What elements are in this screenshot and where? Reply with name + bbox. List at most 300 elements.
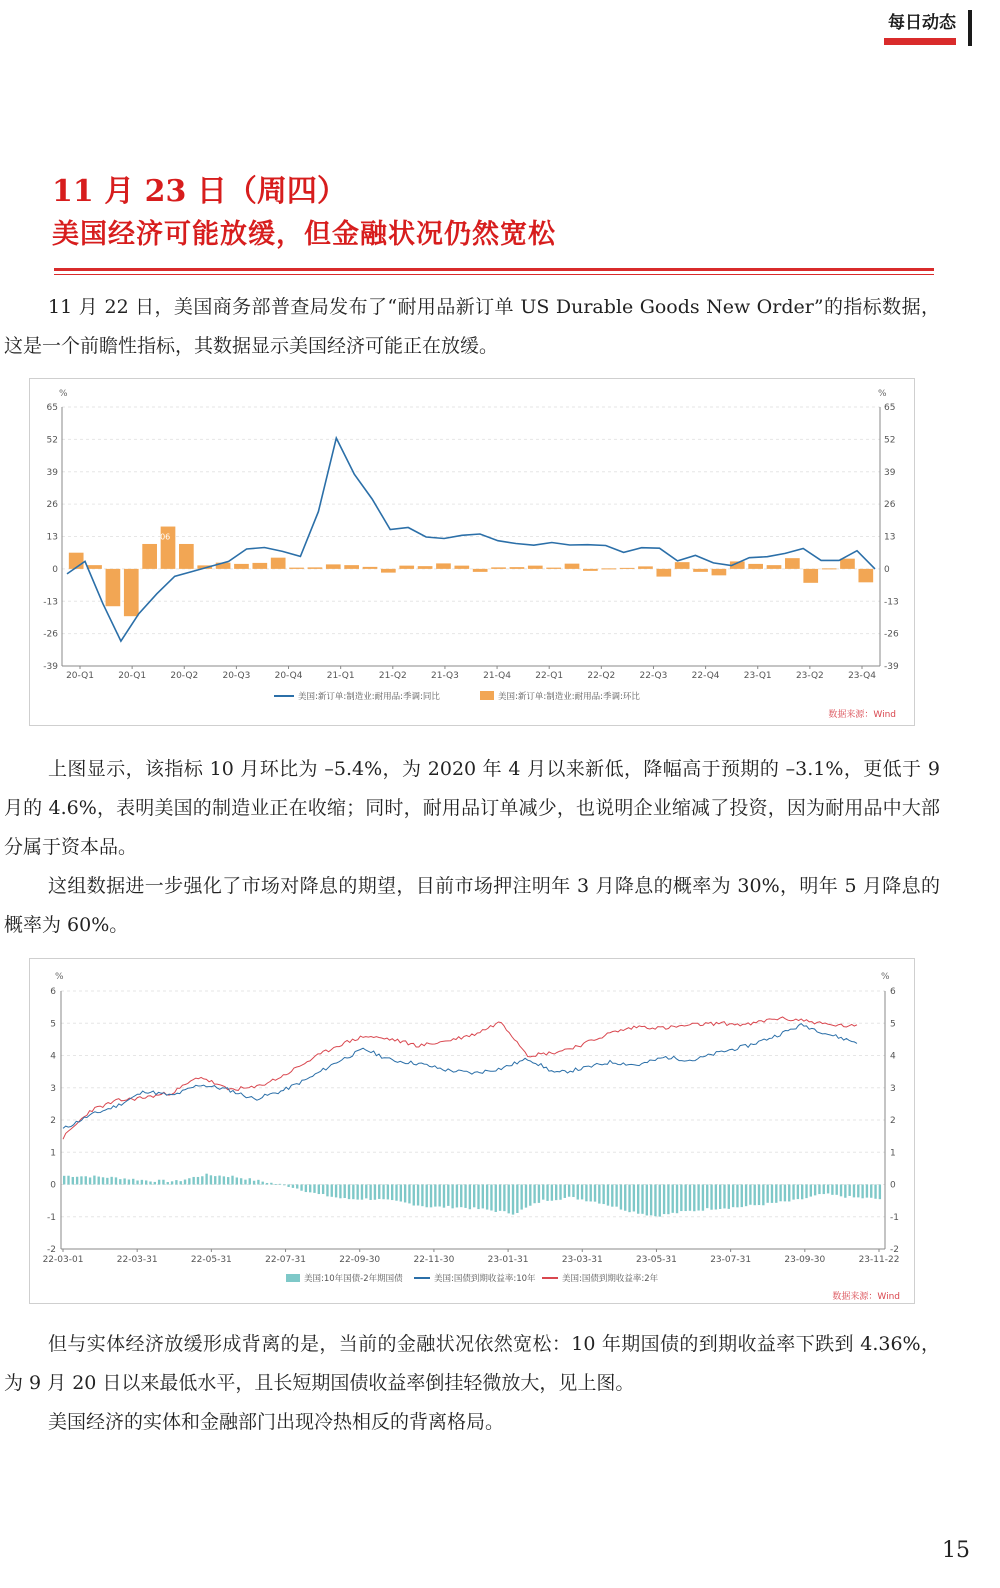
bar-mom (510, 567, 525, 569)
bar-spread (689, 1185, 691, 1211)
y-tick-label-left: 3 (50, 1083, 56, 1094)
bar-spread (879, 1185, 881, 1200)
bar-spread (201, 1176, 203, 1184)
series-line-10y (63, 1024, 857, 1129)
x-tick-label: 22-07-31 (265, 1255, 306, 1265)
bar-spread (141, 1180, 143, 1185)
bar-mom (344, 565, 359, 569)
x-tick-label: 21-Q2 (378, 671, 407, 681)
bar-mom (436, 563, 451, 568)
x-tick-label: 22-03-01 (42, 1255, 84, 1265)
y-tick-label-right: 4 (890, 1051, 896, 1062)
bar-spread (210, 1175, 212, 1184)
bar-spread (577, 1185, 579, 1200)
bar-spread (192, 1177, 194, 1185)
bar-mom (693, 569, 708, 572)
bar-spread (866, 1185, 868, 1198)
bar-spread (607, 1185, 609, 1206)
paragraph-1: 11 月 22 日，美国商务部普查局发布了“耐用品新订单 US Durable Goods New Order”的指标数据，这是一个前瞻性指标，其数据显示美国经济可能正在放缓。 (4, 296, 940, 357)
x-tick-label: 23-11-22 (858, 1255, 900, 1265)
bar-spread (309, 1185, 311, 1193)
y-tick-label-left: 13 (46, 532, 58, 543)
bar-mom (289, 568, 304, 569)
bar-spread (706, 1185, 708, 1209)
bar-spread (542, 1185, 544, 1200)
bar-spread (63, 1176, 65, 1185)
bar-spread (145, 1180, 147, 1184)
x-tick-label: 20-Q1 (66, 671, 94, 681)
bar-spread (546, 1185, 548, 1201)
bar-spread (348, 1185, 350, 1200)
bar-spread (749, 1185, 751, 1205)
chart-durable-goods (29, 378, 915, 726)
bar-spread (810, 1185, 812, 1197)
bar-spread (378, 1185, 380, 1199)
bar-spread (218, 1176, 220, 1185)
bar-spread (361, 1185, 363, 1200)
bar-spread (443, 1185, 445, 1208)
bar-spread (154, 1182, 156, 1185)
bar-spread (447, 1185, 449, 1206)
bar-mom (87, 565, 102, 569)
bar-spread (482, 1185, 484, 1209)
bar-mom (620, 568, 635, 569)
bar-spread (779, 1185, 781, 1202)
x-tick-label: 22-Q4 (691, 671, 720, 681)
bar-spread (451, 1185, 453, 1209)
bar-spread (331, 1185, 333, 1197)
y-tick-label-left: 4 (50, 1051, 56, 1062)
bar-spread (672, 1185, 674, 1213)
bar-spread (758, 1185, 760, 1206)
y-tick-label-left: 0 (50, 1180, 56, 1191)
legend-label-mom: 美国:新订单:制造业:耐用品:季调:环比 (498, 692, 640, 702)
bar-spread (249, 1178, 251, 1184)
bar-spread (434, 1185, 436, 1207)
y-tick-label-left: -2 (47, 1245, 56, 1255)
bar-spread (274, 1184, 276, 1185)
bar-spread (408, 1185, 410, 1204)
bar-spread (555, 1185, 557, 1201)
bar-spread (667, 1185, 669, 1215)
bar-mom (675, 562, 690, 569)
bar-spread (305, 1185, 307, 1193)
bar-mom (491, 567, 506, 568)
bar-spread (840, 1185, 842, 1197)
bar-mom (124, 569, 139, 616)
y-tick-label-left: 0 (52, 564, 58, 575)
bar-spread (300, 1185, 302, 1191)
bar-mom (748, 564, 763, 569)
y-tick-label-right: 6 (890, 987, 896, 997)
bar-spread (365, 1185, 367, 1199)
x-tick-label: 20-Q2 (170, 671, 199, 681)
x-tick-label: 21-Q1 (326, 671, 355, 681)
legend-swatch-spread (286, 1274, 300, 1282)
x-tick-label: 22-09-30 (339, 1255, 381, 1265)
bar-spread (279, 1184, 281, 1185)
bar-mom (326, 564, 341, 568)
legend-label-10y: 美国:国债到期收益率:10年 (434, 1274, 536, 1284)
bar-spread (637, 1185, 639, 1214)
article-date: 11 月 23 日（周四） (52, 174, 347, 209)
bar-spread (801, 1185, 803, 1200)
page-number: 15 (942, 1538, 970, 1563)
legend-label-spread: 美国:10年国债-2年期国债 (304, 1274, 403, 1284)
bar-spread (171, 1181, 173, 1184)
x-tick-label: 20-Q3 (222, 671, 251, 681)
bar-mom (840, 559, 855, 569)
bar-spread (654, 1185, 656, 1217)
bar-mom (473, 569, 488, 572)
bar-spread (296, 1185, 298, 1189)
bar-spread (620, 1185, 622, 1210)
bar-spread (831, 1185, 833, 1195)
bar-spread (805, 1185, 807, 1199)
bar-spread (132, 1179, 134, 1185)
bar-spread (827, 1185, 829, 1194)
bar-spread (762, 1185, 764, 1206)
bar-mom (822, 568, 837, 569)
bar-spread (702, 1185, 704, 1211)
title-rule-thick (54, 268, 934, 271)
bar-spread (598, 1185, 600, 1204)
chart-source: 数据来源：Wind (828, 710, 896, 720)
y-tick-label-right: -13 (884, 597, 899, 608)
y-tick-label-left: -26 (43, 629, 58, 640)
y-tick-label-right: -1 (890, 1212, 899, 1223)
legend-label-2y: 美国:国债到期收益率:2年 (562, 1274, 659, 1284)
bar-spread (680, 1185, 682, 1212)
bar-spread (533, 1185, 535, 1204)
bar-spread (844, 1185, 846, 1198)
bar-spread (771, 1185, 773, 1203)
x-tick-label: 22-11-30 (413, 1255, 455, 1265)
bar-mom (399, 566, 414, 569)
bar-spread (624, 1185, 626, 1211)
paragraph-5: 美国经济的实体和金融部门出现冷热相反的背离格局。 (48, 1411, 505, 1433)
bar-spread (227, 1177, 229, 1184)
bar-spread (792, 1185, 794, 1200)
bar-mom (106, 569, 121, 606)
series-line-yoy (67, 438, 875, 641)
bar-spread (512, 1185, 514, 1215)
bar-mom (858, 569, 873, 582)
bar-mom (234, 564, 249, 569)
bar-spread (495, 1185, 497, 1212)
bar-spread (266, 1183, 268, 1185)
bar-mom (381, 569, 396, 573)
y-tick-label-right: 1 (890, 1148, 896, 1159)
bar-spread (853, 1185, 855, 1198)
bar-spread (723, 1185, 725, 1209)
bar-spread (684, 1185, 686, 1212)
bar-mom (638, 566, 653, 568)
bar-spread (499, 1185, 501, 1211)
paragraph-3: 这组数据进一步强化了市场对降息的期望，目前市场押注明年 3 月降息的概率为 30%，明年 5 月降息的概率为 60%。 (4, 875, 940, 936)
x-tick-label: 23-03-31 (561, 1255, 603, 1265)
bar-spread (339, 1185, 341, 1199)
bar-spread (732, 1185, 734, 1208)
bar-spread (430, 1185, 432, 1208)
chart-source: 数据来源：Wind (832, 1292, 900, 1302)
x-tick-label: 23-09-30 (784, 1255, 826, 1265)
bar-mom (271, 558, 286, 569)
bar-spread (766, 1185, 768, 1203)
y-unit-right: % (878, 389, 887, 399)
bar-spread (313, 1185, 315, 1193)
y-unit-right: % (881, 972, 890, 982)
bar-spread (710, 1185, 712, 1210)
bar-spread (697, 1185, 699, 1211)
bar-spread (745, 1185, 747, 1207)
bar-mom (546, 568, 561, 569)
bar-spread (715, 1185, 717, 1210)
bar-spread (870, 1185, 872, 1198)
x-tick-label: 23-05-31 (636, 1255, 677, 1265)
x-tick-label: 23-Q2 (795, 671, 824, 681)
bar-spread (525, 1185, 527, 1208)
bar-spread (89, 1177, 91, 1184)
x-tick-label: 21-Q3 (431, 671, 459, 681)
bar-spread (797, 1185, 799, 1200)
bar-spread (503, 1185, 505, 1212)
y-tick-label-left: 65 (46, 403, 58, 413)
x-tick-label: 20-Q4 (274, 671, 303, 681)
bar-spread (136, 1181, 138, 1185)
bar-mom (363, 567, 378, 569)
x-tick-label: 23-07-31 (710, 1255, 752, 1265)
bar-spread (775, 1185, 777, 1203)
bar-spread (861, 1185, 863, 1199)
bar-spread (564, 1185, 566, 1198)
bar-spread (326, 1185, 328, 1197)
bar-spread (110, 1177, 112, 1185)
bar-spread (741, 1185, 743, 1208)
bar-spread (823, 1185, 825, 1195)
bar-spread (322, 1185, 324, 1194)
bar-spread (460, 1185, 462, 1208)
y-tick-label-right: 39 (884, 467, 896, 478)
y-tick-label-right: 52 (884, 435, 896, 446)
bar-spread (404, 1185, 406, 1203)
title-rule-thin (54, 274, 934, 275)
bar-spread (585, 1185, 587, 1202)
bar-mom (656, 569, 671, 577)
chart-treasury-yields-svg (30, 959, 914, 1303)
bar-mom (601, 568, 616, 569)
series-line-2y (63, 1017, 857, 1139)
y-unit-left: % (55, 972, 64, 982)
x-tick-label: 20-Q1 (118, 671, 147, 681)
bar-spread (175, 1180, 177, 1184)
bar-spread (676, 1185, 678, 1214)
bar-spread (205, 1174, 207, 1185)
bar-spread (693, 1185, 695, 1212)
y-tick-label-left: -39 (43, 662, 58, 672)
bar-mom (785, 558, 800, 569)
x-tick-label: 22-Q2 (587, 671, 616, 681)
bar-spread (874, 1185, 876, 1199)
bar-spread (736, 1185, 738, 1208)
bar-spread (335, 1185, 337, 1198)
bar-spread (551, 1185, 553, 1201)
x-tick-label: 22-Q1 (535, 671, 564, 681)
bar-spread (76, 1177, 78, 1185)
bar-spread (180, 1181, 182, 1184)
bar-spread (663, 1185, 665, 1215)
bar-spread (572, 1185, 574, 1198)
bar-spread (262, 1182, 264, 1185)
y-tick-label-left: 1 (50, 1148, 56, 1159)
bar-spread (162, 1180, 164, 1185)
bar-spread (456, 1185, 458, 1208)
article-headline: 美国经济可能放缓，但金融状况仍然宽松 (52, 219, 556, 250)
bar-spread (641, 1185, 643, 1214)
bar-spread (391, 1185, 393, 1201)
bar-spread (231, 1176, 233, 1185)
bar-spread (283, 1185, 285, 1186)
y-tick-label-right: 0 (884, 564, 890, 575)
bar-spread (244, 1180, 246, 1185)
y-tick-label-right: 3 (890, 1083, 896, 1094)
chart-durable-goods-svg (30, 379, 914, 725)
legend-label-yoy: 美国:新订单:制造业:耐用品:季调:同比 (298, 692, 440, 702)
bar-mom (454, 566, 469, 569)
bar-spread (814, 1185, 816, 1196)
bar-spread (93, 1176, 95, 1185)
bar-spread (438, 1185, 440, 1207)
bar-spread (253, 1181, 255, 1185)
y-tick-label-right: -2 (890, 1245, 899, 1255)
y-tick-label-right: 5 (890, 1019, 896, 1030)
y-tick-label-left: 52 (46, 435, 58, 446)
bar-mom (803, 569, 818, 583)
bar-spread (149, 1182, 151, 1185)
bar-spread (520, 1185, 522, 1210)
bar-mom (142, 544, 157, 569)
bar-mom (712, 569, 727, 575)
bar-spread (754, 1185, 756, 1206)
bar-spread (197, 1177, 199, 1185)
y-tick-label-left: 2 (50, 1116, 56, 1126)
y-tick-label-left: 26 (46, 500, 58, 511)
x-tick-label: 22-05-31 (190, 1255, 232, 1265)
y-tick-label-left: 39 (46, 467, 58, 478)
header-red-bar (884, 38, 956, 45)
bar-spread (223, 1176, 225, 1184)
bar-spread (352, 1185, 354, 1200)
bar-spread (659, 1185, 661, 1217)
y-tick-label-right: -39 (884, 662, 899, 672)
bar-spread (581, 1185, 583, 1200)
bar-spread (184, 1180, 186, 1185)
bar-spread (98, 1177, 100, 1185)
y-tick-label-right: 65 (884, 403, 896, 413)
bar-spread (848, 1185, 850, 1196)
y-tick-label-left: 6 (50, 987, 56, 997)
bar-spread (594, 1185, 596, 1202)
bar-spread (387, 1185, 389, 1200)
bar-spread (119, 1179, 121, 1184)
bar-spread (292, 1185, 294, 1188)
x-tick-label: 23-Q1 (743, 671, 772, 681)
bar-spread (115, 1177, 117, 1184)
header-divider (968, 10, 972, 46)
bar-spread (426, 1185, 428, 1208)
bar-spread (344, 1185, 346, 1199)
bar-spread (464, 1185, 466, 1208)
bar-mom (69, 553, 84, 569)
y-tick-label-left: -13 (43, 597, 58, 608)
bar-spread (123, 1178, 125, 1184)
y-tick-label-left: 5 (50, 1019, 56, 1030)
bar-spread (490, 1185, 492, 1211)
bar-spread (400, 1185, 402, 1202)
bar-mom (565, 564, 580, 569)
bar-spread (784, 1185, 786, 1202)
y-tick-label-right: 0 (890, 1180, 896, 1191)
bar-mom (767, 565, 782, 569)
y-tick-label-right: 13 (884, 532, 896, 543)
bar-data-label: 13.06 (147, 532, 171, 542)
bar-spread (486, 1185, 488, 1210)
bar-spread (236, 1177, 238, 1184)
bar-spread (857, 1185, 859, 1198)
bar-spread (102, 1177, 104, 1184)
bar-spread (80, 1176, 82, 1184)
bar-spread (158, 1180, 160, 1185)
x-tick-label: 21-Q4 (483, 671, 511, 681)
chart-treasury-yields (29, 958, 915, 1304)
bar-spread (516, 1185, 518, 1213)
bar-spread (602, 1185, 604, 1205)
bar-mom (308, 567, 323, 568)
y-unit-left: % (59, 389, 68, 399)
paragraph-4: 但与实体经济放缓形成背离的是，当前的金融状况依然宽松：10 年期国债的到期收益率下跌到 4.36%，为 9 月 20 日以来最低水平，且长短期国债收益率倒挂轻微放大，见上图。 (4, 1333, 940, 1394)
bar-spread (788, 1185, 790, 1202)
x-tick-label: 22-03-31 (116, 1255, 158, 1265)
bar-spread (615, 1185, 617, 1207)
x-tick-label: 23-01-31 (487, 1255, 529, 1265)
bar-spread (214, 1176, 216, 1184)
y-tick-label-right: -26 (884, 629, 899, 640)
bar-spread (356, 1185, 358, 1200)
bar-spread (568, 1185, 570, 1197)
x-tick-label: 22-Q3 (639, 671, 668, 681)
bar-spread (508, 1185, 510, 1214)
bar-spread (611, 1185, 613, 1207)
bar-spread (421, 1185, 423, 1207)
bar-spread (369, 1185, 371, 1200)
bar-spread (240, 1178, 242, 1184)
bar-spread (318, 1185, 320, 1195)
bar-spread (72, 1177, 74, 1185)
bar-spread (477, 1185, 479, 1210)
bar-spread (257, 1180, 259, 1185)
bar-mom (179, 544, 194, 569)
y-tick-label-left: -1 (47, 1212, 56, 1223)
bar-spread (395, 1185, 397, 1201)
paragraph-2: 上图显示，该指标 10 月环比为 –5.4%，为 2020 年 4 月以来新低，降幅高于预期的 –3.1%，更低于 9 月的 4.6%，表明美国的制造业正在收缩；同时，耐用品订单减少，也说明企业缩减了投资，因为耐用品中大部分属于资本品。 (4, 758, 940, 858)
bar-spread (836, 1185, 838, 1195)
bar-spread (650, 1185, 652, 1216)
bar-spread (128, 1180, 130, 1185)
bar-spread (728, 1185, 730, 1209)
bar-spread (473, 1185, 475, 1208)
section-label: 每日动态 (888, 13, 956, 33)
bar-spread (628, 1185, 630, 1213)
